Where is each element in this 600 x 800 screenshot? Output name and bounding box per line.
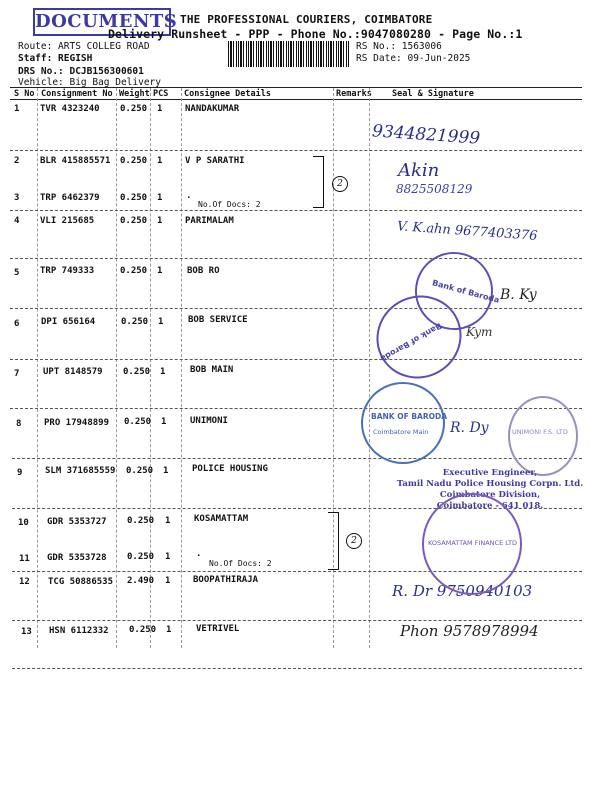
row-divider	[10, 359, 582, 360]
row-consignee: BOB RO	[187, 266, 220, 276]
stamp-line: Tamil Nadu Police Housing Corpn. Ltd.	[396, 479, 584, 489]
row-weight: 0.250	[126, 466, 154, 476]
row-consignee: POLICE HOUSING	[192, 464, 268, 474]
row-consignee: BOB MAIN	[190, 365, 234, 375]
staff-label: Staff: REGISH	[18, 53, 93, 64]
row-pcs: 1	[165, 516, 171, 526]
row-pcs: 1	[160, 367, 166, 377]
signature-row4: V. K.ahn 9677403376	[396, 219, 538, 244]
table-top-line	[10, 87, 582, 88]
row-weight: 2.490	[127, 576, 155, 586]
col-separator	[369, 88, 370, 648]
row-consignment: SLM 371685559	[45, 466, 116, 476]
row-pcs: 1	[157, 266, 163, 276]
runsheet-subtitle: Delivery Runsheet - PPP - Phone No.:9047080280 - Page No.:1	[108, 27, 523, 41]
row-consignee: V P SARATHI	[185, 156, 245, 166]
row-weight: 0.250	[120, 193, 148, 203]
group-bracket	[313, 156, 324, 208]
row-consignment: TRP 749333	[40, 266, 95, 276]
kosamattam-stamp	[422, 493, 522, 595]
row-weight: 0.250	[121, 317, 149, 327]
row-weight: 0.250	[127, 552, 155, 562]
row-consignment: VLI 215685	[40, 216, 95, 226]
row-divider	[10, 408, 582, 409]
row-consignee: VETRIVEL	[196, 624, 240, 634]
col-remarks: Remarks	[336, 89, 372, 99]
row-weight: 0.250	[127, 516, 155, 526]
row-pcs: 1	[165, 552, 171, 562]
stamp-label: Bank of Baroda	[378, 321, 444, 364]
col-sno: S No	[14, 89, 35, 99]
drs-label: DRS No.: DCJB156300601	[18, 66, 144, 77]
col-separator	[37, 88, 38, 648]
row-weight: 0.250	[124, 417, 152, 427]
stamp-line: Executive Engineer,	[442, 468, 538, 478]
stamp-label: KOSAMATTAM FINANCE LTD	[428, 539, 517, 547]
row-pcs: 1	[158, 317, 164, 327]
row-sno: 11	[19, 554, 30, 564]
stamp-line: Coimbatore - 641 018.	[436, 501, 544, 511]
row-sno: 3	[14, 193, 20, 203]
signature-row2-phone: 8825508129	[396, 182, 473, 196]
row-consignee: .	[196, 549, 202, 559]
row-consignee: BOOPATHIRAJA	[193, 575, 259, 585]
row-sno: 8	[16, 419, 22, 429]
row-weight: 0.250	[120, 104, 148, 114]
row-weight: 0.250	[120, 156, 148, 166]
row-consignee: BOB SERVICE	[188, 315, 248, 325]
row-consignment: TVR 4323240	[40, 104, 100, 114]
row-divider	[12, 668, 582, 669]
stamp-label: Bank of Baroda	[431, 278, 501, 305]
group-count-circle: 2	[332, 176, 348, 192]
col-consignment: Consignment No	[41, 89, 113, 99]
row-sno: 2	[14, 156, 20, 166]
signature-row13: Phon 9578978994	[400, 622, 539, 640]
rs-date: RS Date: 09-Jun-2025	[356, 53, 471, 64]
row-pcs: 1	[165, 576, 171, 586]
row-consignment: DPI 656164	[41, 317, 96, 327]
barcode-image	[228, 41, 350, 67]
row-sno: 4	[14, 216, 20, 226]
signature-row6: Kym	[466, 325, 493, 339]
company-title: THE PROFESSIONAL COURIERS, COIMBATORE	[180, 13, 433, 26]
row-sno: 10	[18, 518, 29, 528]
table-header-line	[10, 99, 582, 100]
row-weight: 0.250	[123, 367, 151, 377]
signature-row8: R. Dy	[450, 420, 489, 436]
row-weight: 0.250	[120, 266, 148, 276]
docs-note: No.Of Docs: 2	[198, 200, 261, 209]
rs-number: RS No.: 1563006	[356, 41, 442, 52]
row-consignment: TCG 50886535	[48, 577, 114, 587]
col-separator	[116, 88, 117, 648]
unimoni-stamp	[508, 396, 578, 476]
col-weight: Weight	[119, 89, 150, 99]
row-consignee: PARIMALAM	[185, 216, 234, 226]
row-sno: 7	[14, 369, 20, 379]
row-sno: 9	[17, 468, 23, 478]
row-pcs: 1	[161, 417, 167, 427]
row-sno: 5	[14, 268, 20, 278]
docs-note: No.Of Docs: 2	[209, 559, 272, 568]
stamp-label: Coimbatore Main	[373, 428, 429, 436]
row-divider	[12, 620, 582, 621]
row-sno: 12	[19, 577, 30, 587]
row-sno: 1	[14, 104, 20, 114]
route-label: Route: ARTS COLLEG ROAD	[18, 41, 150, 52]
row-consignment: HSN 6112332	[49, 626, 109, 636]
stamp-line: Coimbatore Division,	[439, 490, 541, 500]
col-consignee: Consignee Details	[184, 89, 271, 99]
stamp-label: UNIMONI F.S. LTD	[512, 428, 568, 436]
col-separator	[150, 88, 151, 648]
row-consignee: KOSAMATTAM	[194, 514, 249, 524]
vehicle-label: Vehicle: Big Bag Delivery	[18, 77, 161, 88]
group-bracket	[328, 512, 339, 570]
row-divider	[10, 150, 582, 151]
bank-of-baroda-stamp	[361, 382, 448, 464]
row-divider	[12, 458, 582, 459]
row-consignment: GDR 5353728	[47, 553, 107, 563]
row-weight: 0.250	[129, 625, 157, 635]
documents-stamp: DOCUMENTS	[33, 8, 171, 36]
row-sno: 6	[14, 319, 20, 329]
row-weight: 0.250	[120, 216, 148, 226]
row-consignment: TRP 6462379	[40, 193, 100, 203]
row-pcs: 1	[157, 104, 163, 114]
col-pcs: PCS	[153, 89, 169, 99]
row-consignee: NANDAKUMAR	[185, 104, 240, 114]
col-separator	[181, 88, 182, 648]
stamp-label: BANK OF BARODA	[371, 412, 448, 421]
row-consignment: UPT 8148579	[43, 367, 103, 377]
signature-row2-name: Akin	[398, 160, 440, 181]
signature-row1: 9344821999	[371, 121, 481, 149]
group-count-circle: 2	[346, 533, 362, 549]
row-pcs: 1	[157, 216, 163, 226]
col-seal-signature: Seal & Signature	[392, 89, 474, 99]
row-consignment: GDR 5353727	[47, 517, 107, 527]
row-divider	[10, 308, 582, 309]
row-consignee: UNIMONI	[190, 416, 228, 426]
row-consignment: PRO 17948899	[44, 418, 110, 428]
row-pcs: 1	[157, 193, 163, 203]
row-pcs: 1	[157, 156, 163, 166]
signature-row5: B. Ky	[500, 287, 537, 303]
row-divider	[10, 210, 582, 211]
row-sno: 13	[21, 627, 32, 637]
signature-row12: R. Dr 9750940103	[392, 582, 533, 600]
row-divider	[10, 258, 582, 259]
row-pcs: 1	[163, 466, 169, 476]
row-pcs: 1	[166, 625, 172, 635]
row-consignee: .	[186, 191, 192, 201]
row-consignment: BLR 415885571	[40, 156, 111, 166]
